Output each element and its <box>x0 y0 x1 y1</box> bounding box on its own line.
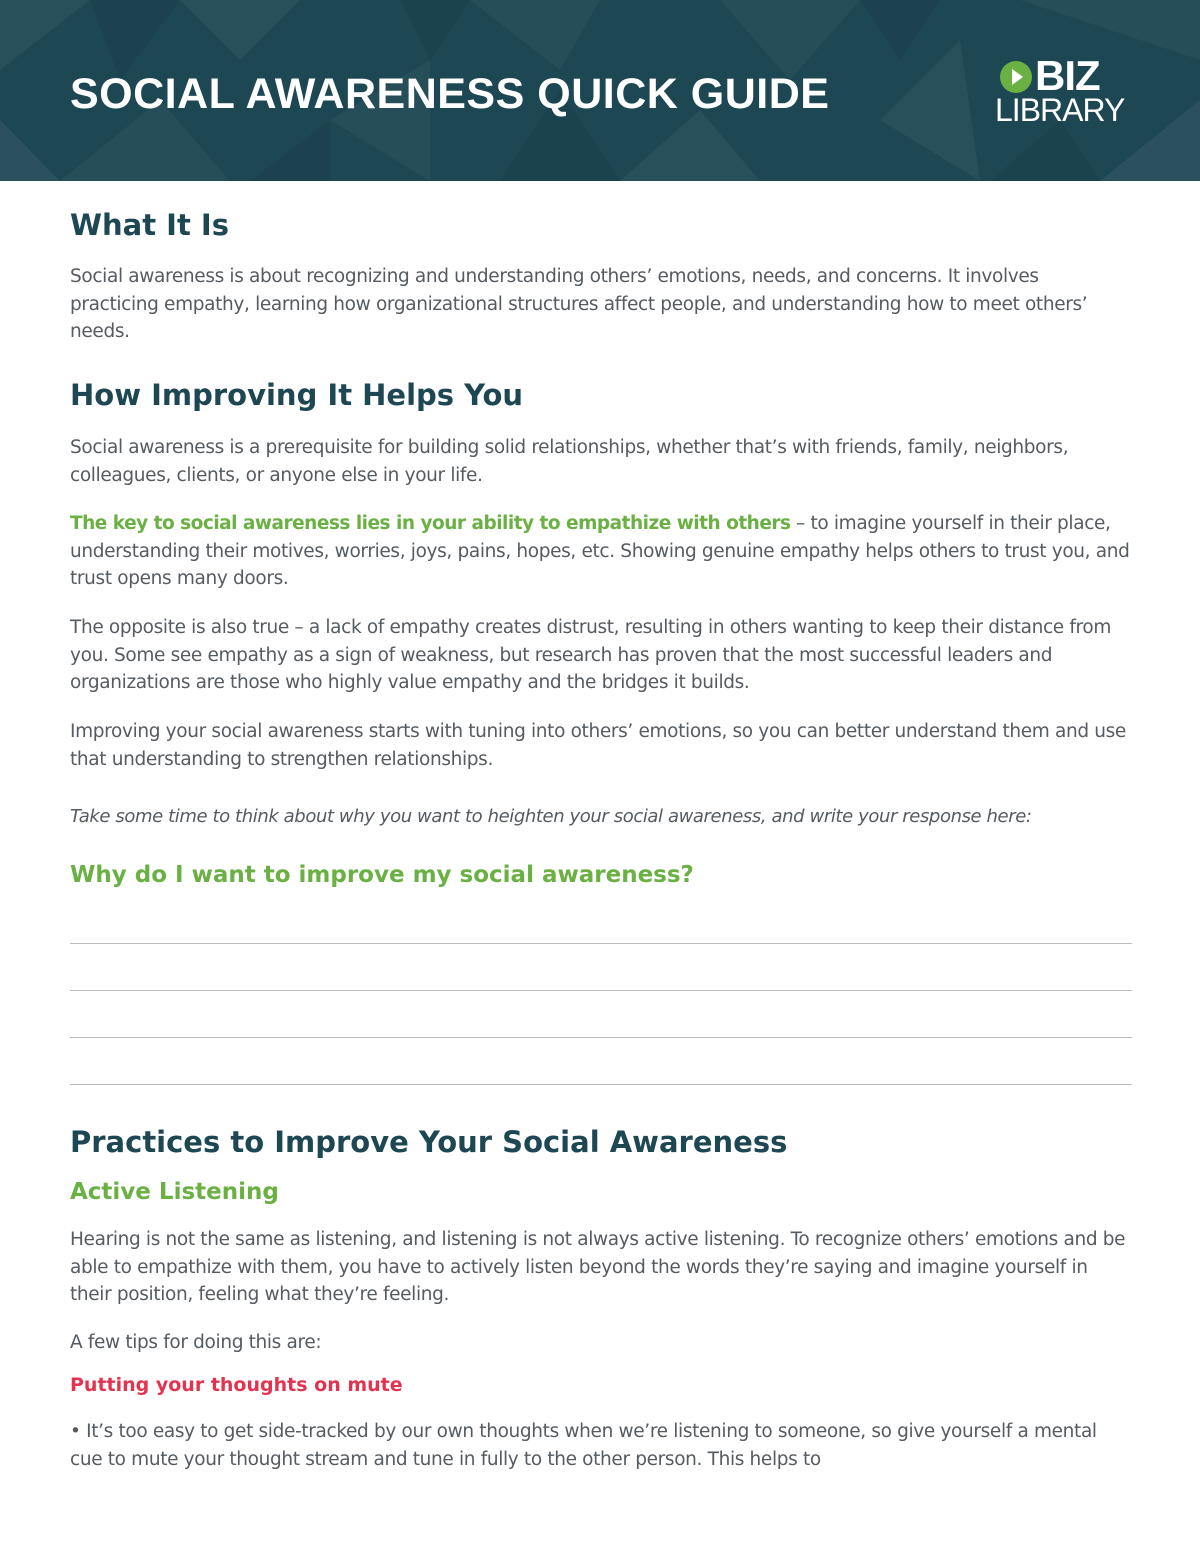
tip-1-body: • It’s too easy to get side-tracked by our own thoughts when we’re listening to someone, so give yourself a mental cue to mute your thought stream and tune in fully to the other person. This helps to <box>70 1421 1097 1470</box>
helps-you-paragraph-2 <box>70 510 1132 593</box>
reflection-question: Why do I want to improve my social awareness? <box>70 862 694 888</box>
logo-text-library: LIBRARY <box>995 92 1125 128</box>
helps-you-paragraph-1: Social awareness is a prerequisite for building solid relationships, whether that’s with friends, family, neighbors, colleagues, clients, or anyone else in your life. <box>70 437 1069 486</box>
response-line-1[interactable] <box>70 943 1132 944</box>
reflection-prompt: Take some time to think about why you want to heighten your social awareness, and write your response here: <box>70 806 1032 827</box>
bizlibrary-logo <box>995 52 1135 130</box>
tips-intro: A few tips for doing this are: <box>70 1332 322 1353</box>
response-line-2[interactable] <box>70 990 1132 991</box>
response-line-3[interactable] <box>70 1037 1132 1038</box>
tip-1-heading: Putting your thoughts on mute <box>70 1374 403 1396</box>
page-title: SOCIAL AWARENESS QUICK GUIDE <box>70 70 830 118</box>
empathy-key-highlight: The key to social awareness lies in your ability to empathize with others <box>70 513 791 534</box>
logo-text-biz: BIZ <box>1035 52 1100 99</box>
practices-heading: Practices to Improve Your Social Awareness <box>70 1125 788 1159</box>
active-listening-body: Hearing is not the same as listening, and listening is not always active listening. To recognize others’ emotions and be able to empathize with them, you have to actively listen beyond the words they’re saying and imagine yourself in their position, feeling what they’re feeling. <box>70 1229 1126 1305</box>
active-listening-heading: Active Listening <box>70 1179 279 1205</box>
empathy-key-rest: – to imagine yourself in their place, understanding their motives, worries, joys, pains, hopes, etc. Showing genuine empathy helps others to trust you, and trust opens many doors. <box>70 513 1130 589</box>
what-it-is-body: Social awareness is about recognizing and understanding others’ emotions, needs, and concerns. It involves practicing empathy, learning how organizational structures affect people, and understanding how to meet others’ needs. <box>70 266 1088 342</box>
what-it-is-heading: What It Is <box>70 208 229 242</box>
page-header <box>0 0 1200 181</box>
helps-you-paragraph-4: Improving your social awareness starts with tuning into others’ emotions, so you can better understand them and use that understanding to strengthen relationships. <box>70 721 1126 770</box>
helps-you-paragraph-3: The opposite is also true – a lack of empathy creates distrust, resulting in others wanting to keep their distance from you. Some see empathy as a sign of weakness, but research has proven that the most successful leaders and organizations are those who highly value empathy and the bridges it builds. <box>70 617 1111 693</box>
play-arrow-icon <box>999 60 1033 94</box>
response-line-4[interactable] <box>70 1084 1132 1085</box>
helps-you-heading: How Improving It Helps You <box>70 378 524 412</box>
